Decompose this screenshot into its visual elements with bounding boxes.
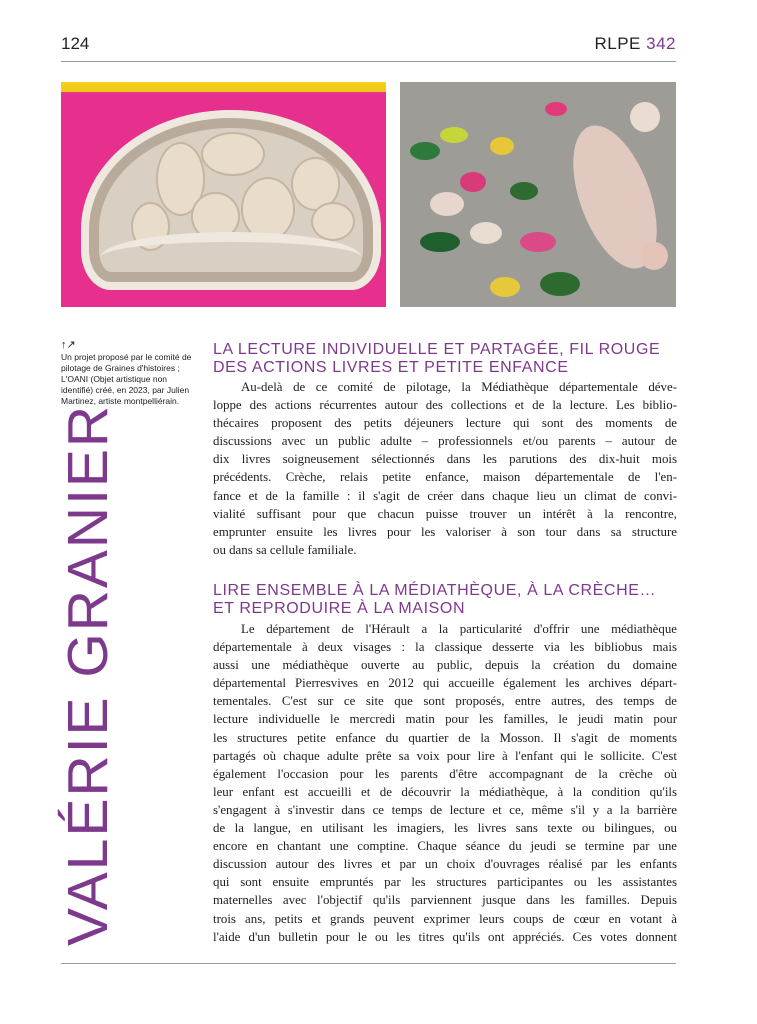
body-line: maternelles avec l'objectif qu'ils parviennent jusque dans les familles. Depuis <box>213 893 677 908</box>
body-line: leur enfant est accueilli et de découvrir la médiathèque, à la condition qu'ils <box>213 784 677 799</box>
journal-name: RLPE <box>594 34 641 53</box>
heading-line: LA LECTURE INDIVIDUELLE ET PARTAGÉE, FIL ROUGE <box>213 341 661 358</box>
tray-of-wooden-shapes-photo <box>61 82 386 307</box>
body-line: vialité suffisant pour que chacun puisse trouver un intérêt à la rencontre, <box>213 506 677 521</box>
body-line: tementales. C'est sur ce site que sont proposés, entre autres, des temps de <box>213 694 677 709</box>
body-line: discussion autour des livres et par un choix d'ouvrages réalisé par les enfants <box>213 857 677 872</box>
section-2-heading <box>213 582 677 618</box>
photo-caption <box>61 340 193 407</box>
body-line: Le département de l'Hérault a la particularité d'offrir une médiathèque <box>241 622 677 636</box>
section-1-heading <box>213 341 677 377</box>
page-number: 124 <box>61 34 90 53</box>
section-1-body <box>213 378 677 559</box>
body-line: loppe des actions récurrentes autour des collections et de la lecture. Les biblio- <box>213 398 677 413</box>
body-line: discussions avec un public adulte – professionnels et/ou parents – autour de <box>213 434 677 449</box>
colored-clay-shapes-photo <box>400 82 676 307</box>
body-line: s'engagent à s'investir dans ce temps de lecture et ce, même s'il y a la barrière <box>213 802 677 817</box>
heading-line: LIRE ENSEMBLE À LA MÉDIATHÈQUE, À LA CRÈCHE… <box>213 582 657 599</box>
issue-number: 342 <box>646 34 676 53</box>
caption-text: Un projet proposé par le comité de pilotage de Graines d'histoires ; L'OANI (Objet artistique non identifié) créé, en 2023, par Julien Martinez, artiste montpelliérain. <box>61 352 192 406</box>
body-line: emprunter ensuite les livres pour les valoriser à son tour dans sa structure <box>213 524 677 539</box>
body-line: ou dans sa cellule familiale. <box>213 542 357 557</box>
body-line: fance et de la famille : il s'agit de créer dans chaque lieu un climat de convi- <box>213 488 677 503</box>
body-line: aussi une médiathèque ouverte au public, depuis la création du domaine <box>213 658 677 673</box>
body-line: lecture individuelle le mercredi matin pour les familles, le jeudi matin pour <box>213 712 677 727</box>
body-line: précédents. Crèche, relais petite enfance, maison départementale de l'en- <box>213 470 677 485</box>
body-line: de la langue, en utilisant les imagiers, les livres sans texte ou bilingues, ou <box>213 821 677 836</box>
body-line: thécaires proposent des petits déjeuners lecture qui sont des moments de <box>213 416 677 431</box>
author-name: VALÉRIE GRANIER <box>56 403 120 946</box>
body-line: dix livres soigneusement sélectionnés dans les parutions des dix-huit mois <box>213 452 677 467</box>
body-line: qui sont ensuite empruntés par les structures participantes ou les assistantes <box>213 875 677 890</box>
caption-arrows-icon: ↑↗ <box>61 339 76 351</box>
journal-title <box>594 34 676 54</box>
body-line: départementale à deux visages : la classique desserte via les bibliobus mais <box>213 640 677 655</box>
body-line: trois ans, petits et grands peuvent exprimer leurs coups de cœur en votant à <box>213 911 677 926</box>
body-line: partagés où chaque adulte prête sa voix pour lire à l'enfant qui le sollicite. C'est <box>213 748 677 763</box>
footer-rule <box>61 963 676 964</box>
body-line: encore en chantant une comptine. Chaque séance du jeudi se termine par une <box>213 839 677 854</box>
header-rule <box>61 61 676 62</box>
body-line: l'aide d'un bulletin pour le ou les titres qu'ils ont appréciés. Ces votes donnent <box>213 929 677 944</box>
heading-line: ET REPRODUIRE À LA MAISON <box>213 600 466 617</box>
body-line: également l'occasion pour les parents d'être accompagnant de la crèche où <box>213 766 677 781</box>
body-line: départemental Pierresvives en 2012 qui accueille également les archives départ- <box>213 676 677 691</box>
section-2-body <box>213 620 677 946</box>
body-line: Au-delà de ce comité de pilotage, la Médiathèque départementale déve- <box>241 380 677 394</box>
heading-line: DES ACTIONS LIVRES ET PETITE ENFANCE <box>213 359 569 376</box>
body-line: les structures petite enfance du quartier de la Mosson. Il s'agit de moments <box>213 730 677 745</box>
